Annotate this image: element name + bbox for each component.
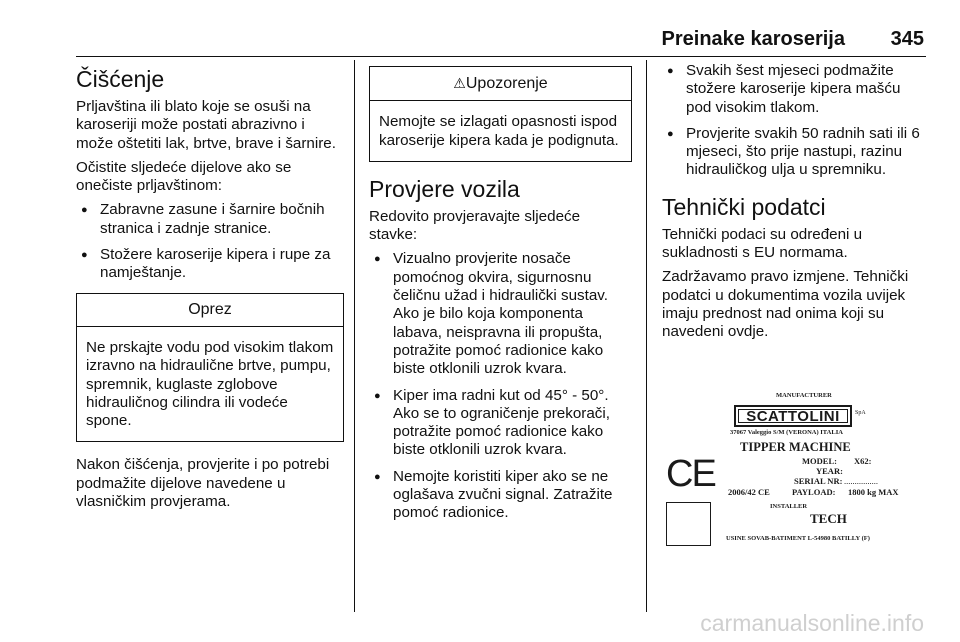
plate-manufacturer-label: MANUFACTURER <box>776 392 832 399</box>
plate-footer: USINE SOVAB-BATIMENT L-54980 BATILLY (F) <box>726 535 870 542</box>
paragraph: Redovito provjeravajte sljedeće stavke: <box>369 207 581 244</box>
brand-logo <box>734 405 852 427</box>
plate-serial-value: ................ <box>844 476 878 486</box>
list-item: ● Zabravne zasune i šarnire bočnih stranica i zadnje stranice. <box>76 201 344 238</box>
warning-text: Nemojte se izlagati opasnosti ispod karoserije kipera kada je podignuta. <box>379 113 619 149</box>
page-number: 345 <box>890 28 924 50</box>
list-item: ● Stožere karoserije kipera i rupe za namještanje. <box>76 246 344 283</box>
plate-installer-name: TECH <box>810 511 847 526</box>
plate-product: TIPPER MACHINE <box>740 440 851 454</box>
list-item: ● Svakih šest mjeseci podmažite stožere karoserije kipera mašću pod visokim tlakom. <box>662 62 928 117</box>
column-divider-1 <box>354 60 355 612</box>
manufacturer-plate-image <box>666 392 916 554</box>
paragraph: Očistite sljedeće dijelove ako se onečiste prljavštinom: <box>76 158 292 195</box>
column-1 <box>76 62 344 517</box>
paragraph: Zadržavamo pravo izmjene. Tehnički podatci u dokumentima vozila uvijek imaju prednost nad onima koji su navedeni ovdje. <box>662 268 909 341</box>
plate-address: 37067 Valeggio S/M (VERONA) ITALIA <box>730 429 843 436</box>
bullet-list <box>76 201 344 282</box>
list-item: ● Kiper ima radni kut od 45° - 50°. Ako se to ograničenje prekorači, potražite pomoć radionice kako biste otklonili uzrok kvara. <box>369 387 632 460</box>
paragraph: Tehnički podaci su određeni u sukladnosti s EU normama. <box>662 225 863 262</box>
caution-box <box>76 293 344 443</box>
ce-mark: CE <box>666 453 715 495</box>
plate-installer-label: INSTALLER <box>770 503 808 510</box>
caution-title: Oprez <box>77 294 343 327</box>
plate-directive: 2006/42 CE <box>728 487 770 497</box>
warning-box <box>369 66 632 162</box>
column-divider-2 <box>646 60 647 612</box>
section-heading-cleaning: Čišćenje <box>76 66 165 92</box>
plate-payload-value: 1800 kg MAX <box>848 487 899 497</box>
warning-title: Upozorenje <box>465 75 548 92</box>
list-item: ● Vizualno provjerite nosače pomoćnog okvira, sigurnosnu čeličnu užad i hidraulički sustav. Ako je bilo koja komponenta labava, neispravna ili propušta, potražite pomoć radionice kako biste otklonili uzrok kvara. <box>369 250 632 378</box>
column-2 <box>369 56 632 531</box>
plate-payload-label: PAYLOAD: <box>792 487 836 497</box>
column-3 <box>662 62 928 348</box>
section-heading-vehicle-checks: Provjere vozila <box>369 175 520 202</box>
bullet-list <box>369 250 632 522</box>
caution-text: Ne prskajte vodu pod visokim tlakom izravno na hidraulične brtve, pumpu, spremnik, kuglaste zglobove hidrauličnog cilindra ili vodeće spone. <box>86 338 334 430</box>
plate-blank-box <box>666 502 711 546</box>
bullet-list <box>662 62 928 180</box>
plate-model-value: X62: <box>854 456 872 466</box>
watermark-text: carmanualsonline.info <box>700 610 924 636</box>
brand-suffix: SpA <box>855 410 866 416</box>
chapter-title: Preinake karoserija <box>661 28 845 50</box>
warning-triangle-icon: ⚠ <box>453 75 466 91</box>
paragraph: Nakon čišćenja, provjerite i po potrebi podmažite dijelove navedene u vlasničkim provjerama. <box>76 456 330 511</box>
paragraph: Prljavština ili blato koje se osuši na karoseriji može postati abrazivno i može oštetiti lak, brtve, brave i šarnire. <box>76 98 336 152</box>
list-item: ● Provjerite svakih 50 radnih sati ili 6 mjeseci, što prije nastupi, razinu hidrauličkog ulja u spremniku. <box>662 125 928 180</box>
plate-year-label: YEAR: <box>816 466 843 476</box>
plate-model-label: MODEL: <box>802 456 837 466</box>
brand-name: SCATTOLINI <box>738 409 848 423</box>
plate-serial-label: SERIAL NR: <box>794 476 843 486</box>
list-item: ● Nemojte koristiti kiper ako se ne oglašava zvučni signal. Zatražite pomoć radionice. <box>369 468 632 523</box>
warning-header <box>370 67 631 101</box>
section-heading-technical-data: Tehnički podatci <box>662 193 826 220</box>
